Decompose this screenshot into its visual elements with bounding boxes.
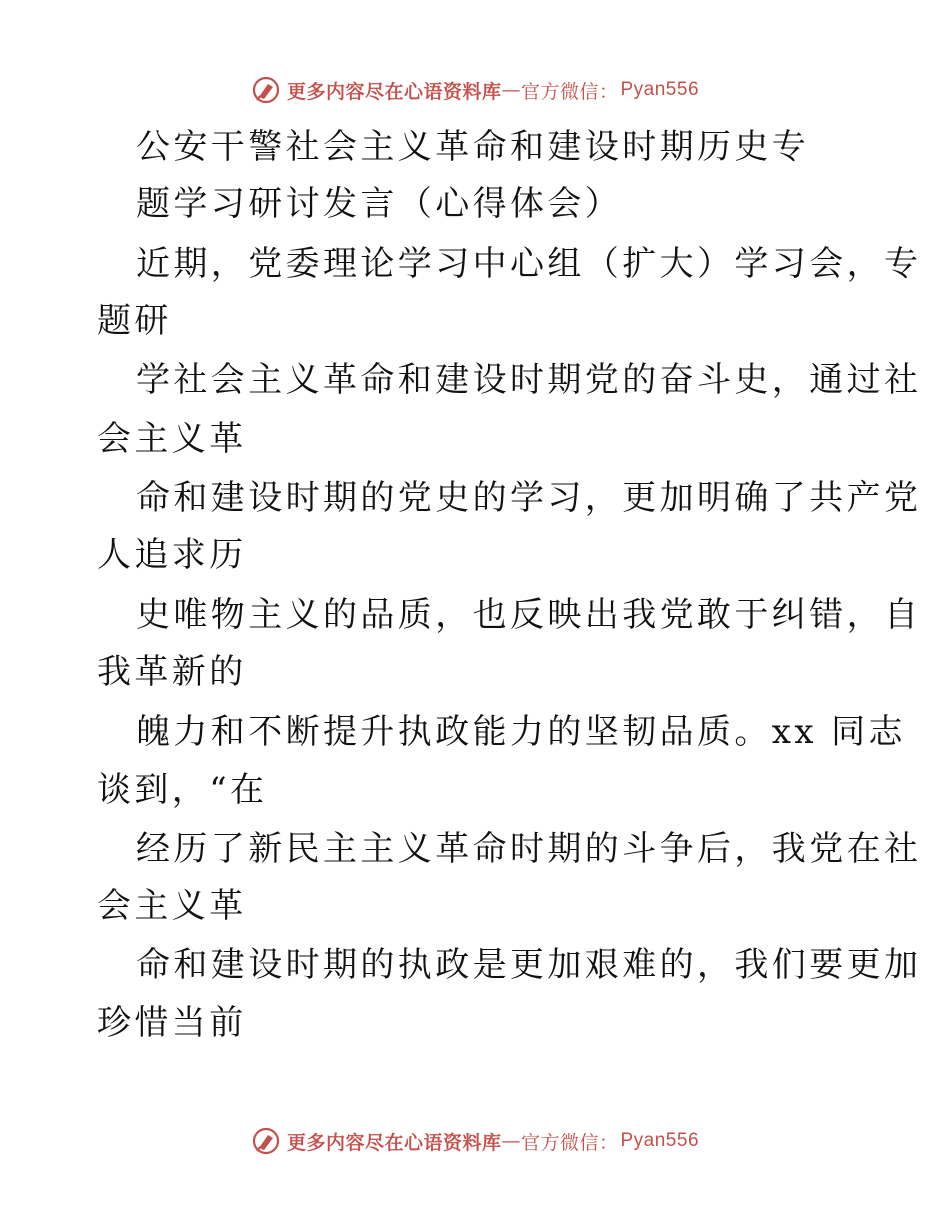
doc-text-line: 近期，党委理论学习中心组（扩大）学习会，专 [136,244,922,284]
doc-text-line: 谈到，“在 [97,770,268,810]
doc-text-line: 会主义革 [97,419,247,459]
pen-nib-logo-icon [251,75,281,105]
banner-dash: — [501,1130,521,1152]
doc-text-line: 命和建设时期的执政是更加艰难的，我们要更加 [136,945,922,985]
banner-site-text: 更多内容尽在心语资料库 [286,1131,502,1154]
banner-wechat-id: Pyan556 [620,1130,700,1151]
header-banner [0,70,950,110]
doc-text-line: 题研 [97,301,172,341]
banner-dash: — [501,79,521,101]
doc-text-line: 史唯物主义的品质，也反映出我党敢于纠错，自 [136,595,922,635]
banner-official-text: 官方微信： [520,1131,619,1154]
doc-text-line: 学社会主义革命和建设时期党的奋斗史，通过社 [136,360,922,400]
doc-text-line: 会主义革 [97,886,247,926]
banner-site-text: 更多内容尽在心语资料库 [286,80,502,103]
banner-official-text: 官方微信： [520,80,619,103]
doc-title-line: 公安干警社会主义革命和建设时期历史专 [136,127,810,167]
banner-wechat-id: Pyan556 [620,79,700,100]
doc-text-line: 魄力和不断提升执政能力的坚韧品质。xx 同志 [136,712,906,752]
pen-nib-logo-icon [251,1126,281,1156]
doc-text-line: 我革新的 [97,652,247,692]
footer-banner [0,1121,950,1161]
doc-text-line: 经历了新民主主义革命时期的斗争后，我党在社 [136,829,922,869]
doc-text-line: 珍惜当前 [97,1003,247,1043]
doc-title-line: 题学习研讨发言（心得体会） [136,184,623,224]
doc-text-line: 命和建设时期的党史的学习，更加明确了共产党 [136,478,922,518]
doc-text-line: 人追求历 [97,535,247,575]
